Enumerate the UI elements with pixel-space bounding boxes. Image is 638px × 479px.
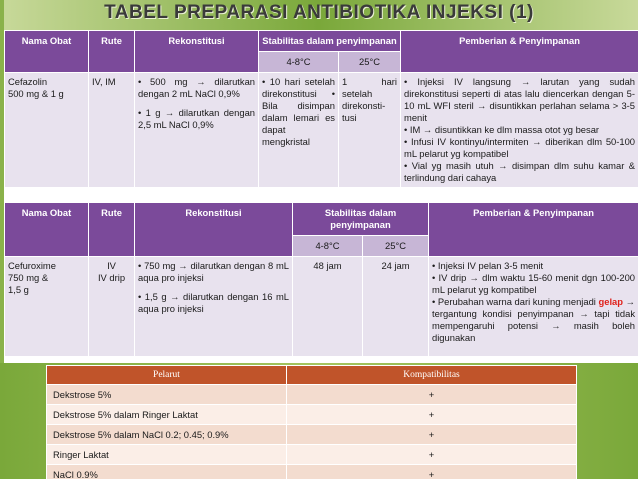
table-row [47, 385, 577, 405]
kompat-cell: + [287, 465, 577, 479]
table-row [47, 425, 577, 445]
cefazolin-rekonstitusi [135, 73, 259, 188]
rekon-item: • 1,5 g → dilarutkan dengan 16 mL aqua pro injeksi [138, 291, 289, 314]
pemberian-item: • Injeksi IV langsung → larutan yang sudah direkonstitusi seperti di atas lalu diencerkan dengan 5-10 mL WFI steril → disuntikkan perlahan selama > 3-5 menit [404, 76, 636, 123]
pelarut-cell: Ringer Laktat [47, 445, 287, 465]
header-pemberian: Pemberian & Penyimpanan [401, 31, 638, 73]
header-stabilitas: Stabilitas dalam penyimpanan [293, 203, 429, 236]
kompat-cell: + [287, 445, 577, 465]
cefuroxime-name [5, 257, 89, 357]
cefuroxime-stab-cold: 48 jam [293, 257, 363, 357]
pemberian-item: • IM → disuntikkan ke dlm massa otot yg besar [404, 124, 600, 135]
cefuroxime-pemberian [429, 257, 638, 357]
header-rute: Rute [89, 203, 135, 257]
cefazolin-name [5, 73, 89, 188]
compatibility-table [46, 365, 577, 479]
table-row [47, 445, 577, 465]
pelarut-cell: NaCl 0.9% [47, 465, 287, 479]
drug-dose: 500 mg & 1 g [8, 88, 64, 99]
rekon-item: • 500 mg → dilarutkan dengan 2 mL NaCl 0,9% [138, 76, 255, 99]
highlight-word: gelap [598, 296, 624, 307]
drug-dose: 1,5 g [8, 284, 29, 295]
pelarut-cell: Dekstrose 5% dalam Ringer Laktat [47, 405, 287, 425]
cefazolin-rute: IV, IM [89, 73, 135, 188]
header-rekonstitusi: Rekonstitusi [135, 203, 293, 257]
pemberian-item [432, 296, 635, 344]
cefazolin-stab-room: 1 hari setelah direkonsti-tusi [339, 73, 401, 188]
header-nama-obat: Nama Obat [5, 203, 89, 257]
header-stabilitas: Stabilitas dalam penyimpanan [259, 31, 401, 52]
rekon-item: • 750 mg → dilarutkan dengan 8 mL aqua pro injeksi [138, 260, 289, 283]
header-temp-cold: 4-8°C [293, 236, 363, 257]
cefuroxime-rekonstitusi [135, 257, 293, 357]
cefazolin-pemberian [401, 73, 638, 188]
rekon-item: • 1 g → dilarutkan dengan 2,5 mL NaCl 0,9% [138, 107, 255, 130]
cefazolin-stab-cold: • 10 hari setelah direkonstitusi • Bila disimpan dalam lemari es dapat mengkristal [259, 73, 339, 188]
header-temp-room: 25°C [363, 236, 429, 257]
pemberian-item: • IV drip → dlm waktu 15-60 menit dgn 100-200 mL pelarut yg kompatibel [432, 272, 636, 295]
drug-name: Cefuroxime [8, 260, 56, 271]
drug-name: Cefazolin [8, 76, 48, 87]
pemberian-text: • Perubahan warna dari kuning menjadi [432, 296, 596, 307]
drug-dose: 750 mg & [8, 272, 49, 283]
pelarut-cell: Dekstrose 5% [47, 385, 287, 405]
page-title: TABEL PREPARASI ANTIBIOTIKA INJEKSI (1) [104, 2, 534, 23]
pemberian-item: • Infusi IV kontinyu/intermiten → diberikan dlm 50-100 mL pelarut yg kompatibel [404, 136, 636, 159]
header-rekonstitusi: Rekonstitusi [135, 31, 259, 73]
header-pelarut: Pelarut [47, 366, 287, 385]
pemberian-item: • Vial yg masih utuh → disimpan dlm suhu kamar & terlindung dari cahaya [404, 160, 636, 183]
table-row [47, 465, 577, 479]
cefuroxime-rute [89, 257, 135, 357]
header-temp-room: 25°C [339, 52, 401, 73]
pemberian-text: → tergantung kondisi penyimpanan → tapi tidak mempengaruhi potensi → masih boleh digunakan [432, 296, 636, 343]
header-kompatibilitas: Kompatibilitas [287, 366, 577, 385]
cefazolin-table [4, 30, 638, 188]
table-row [47, 405, 577, 425]
kompat-cell: + [287, 425, 577, 445]
kompat-cell: + [287, 385, 577, 405]
rute-item: IV drip [97, 272, 126, 283]
header-temp-cold: 4-8°C [259, 52, 339, 73]
cefuroxime-stab-room: 24 jam [363, 257, 429, 357]
cefuroxime-table [4, 202, 638, 357]
pemberian-item: • Injeksi IV pelan 3-5 menit [432, 260, 544, 271]
pelarut-cell: Dekstrose 5% dalam NaCl 0.2; 0.45; 0.9% [47, 425, 287, 445]
rute-item: IV [107, 260, 116, 271]
kompat-cell: + [287, 405, 577, 425]
header-nama-obat: Nama Obat [5, 31, 89, 73]
header-pemberian: Pemberian & Penyimpanan [429, 203, 638, 257]
header-rute: Rute [89, 31, 135, 73]
